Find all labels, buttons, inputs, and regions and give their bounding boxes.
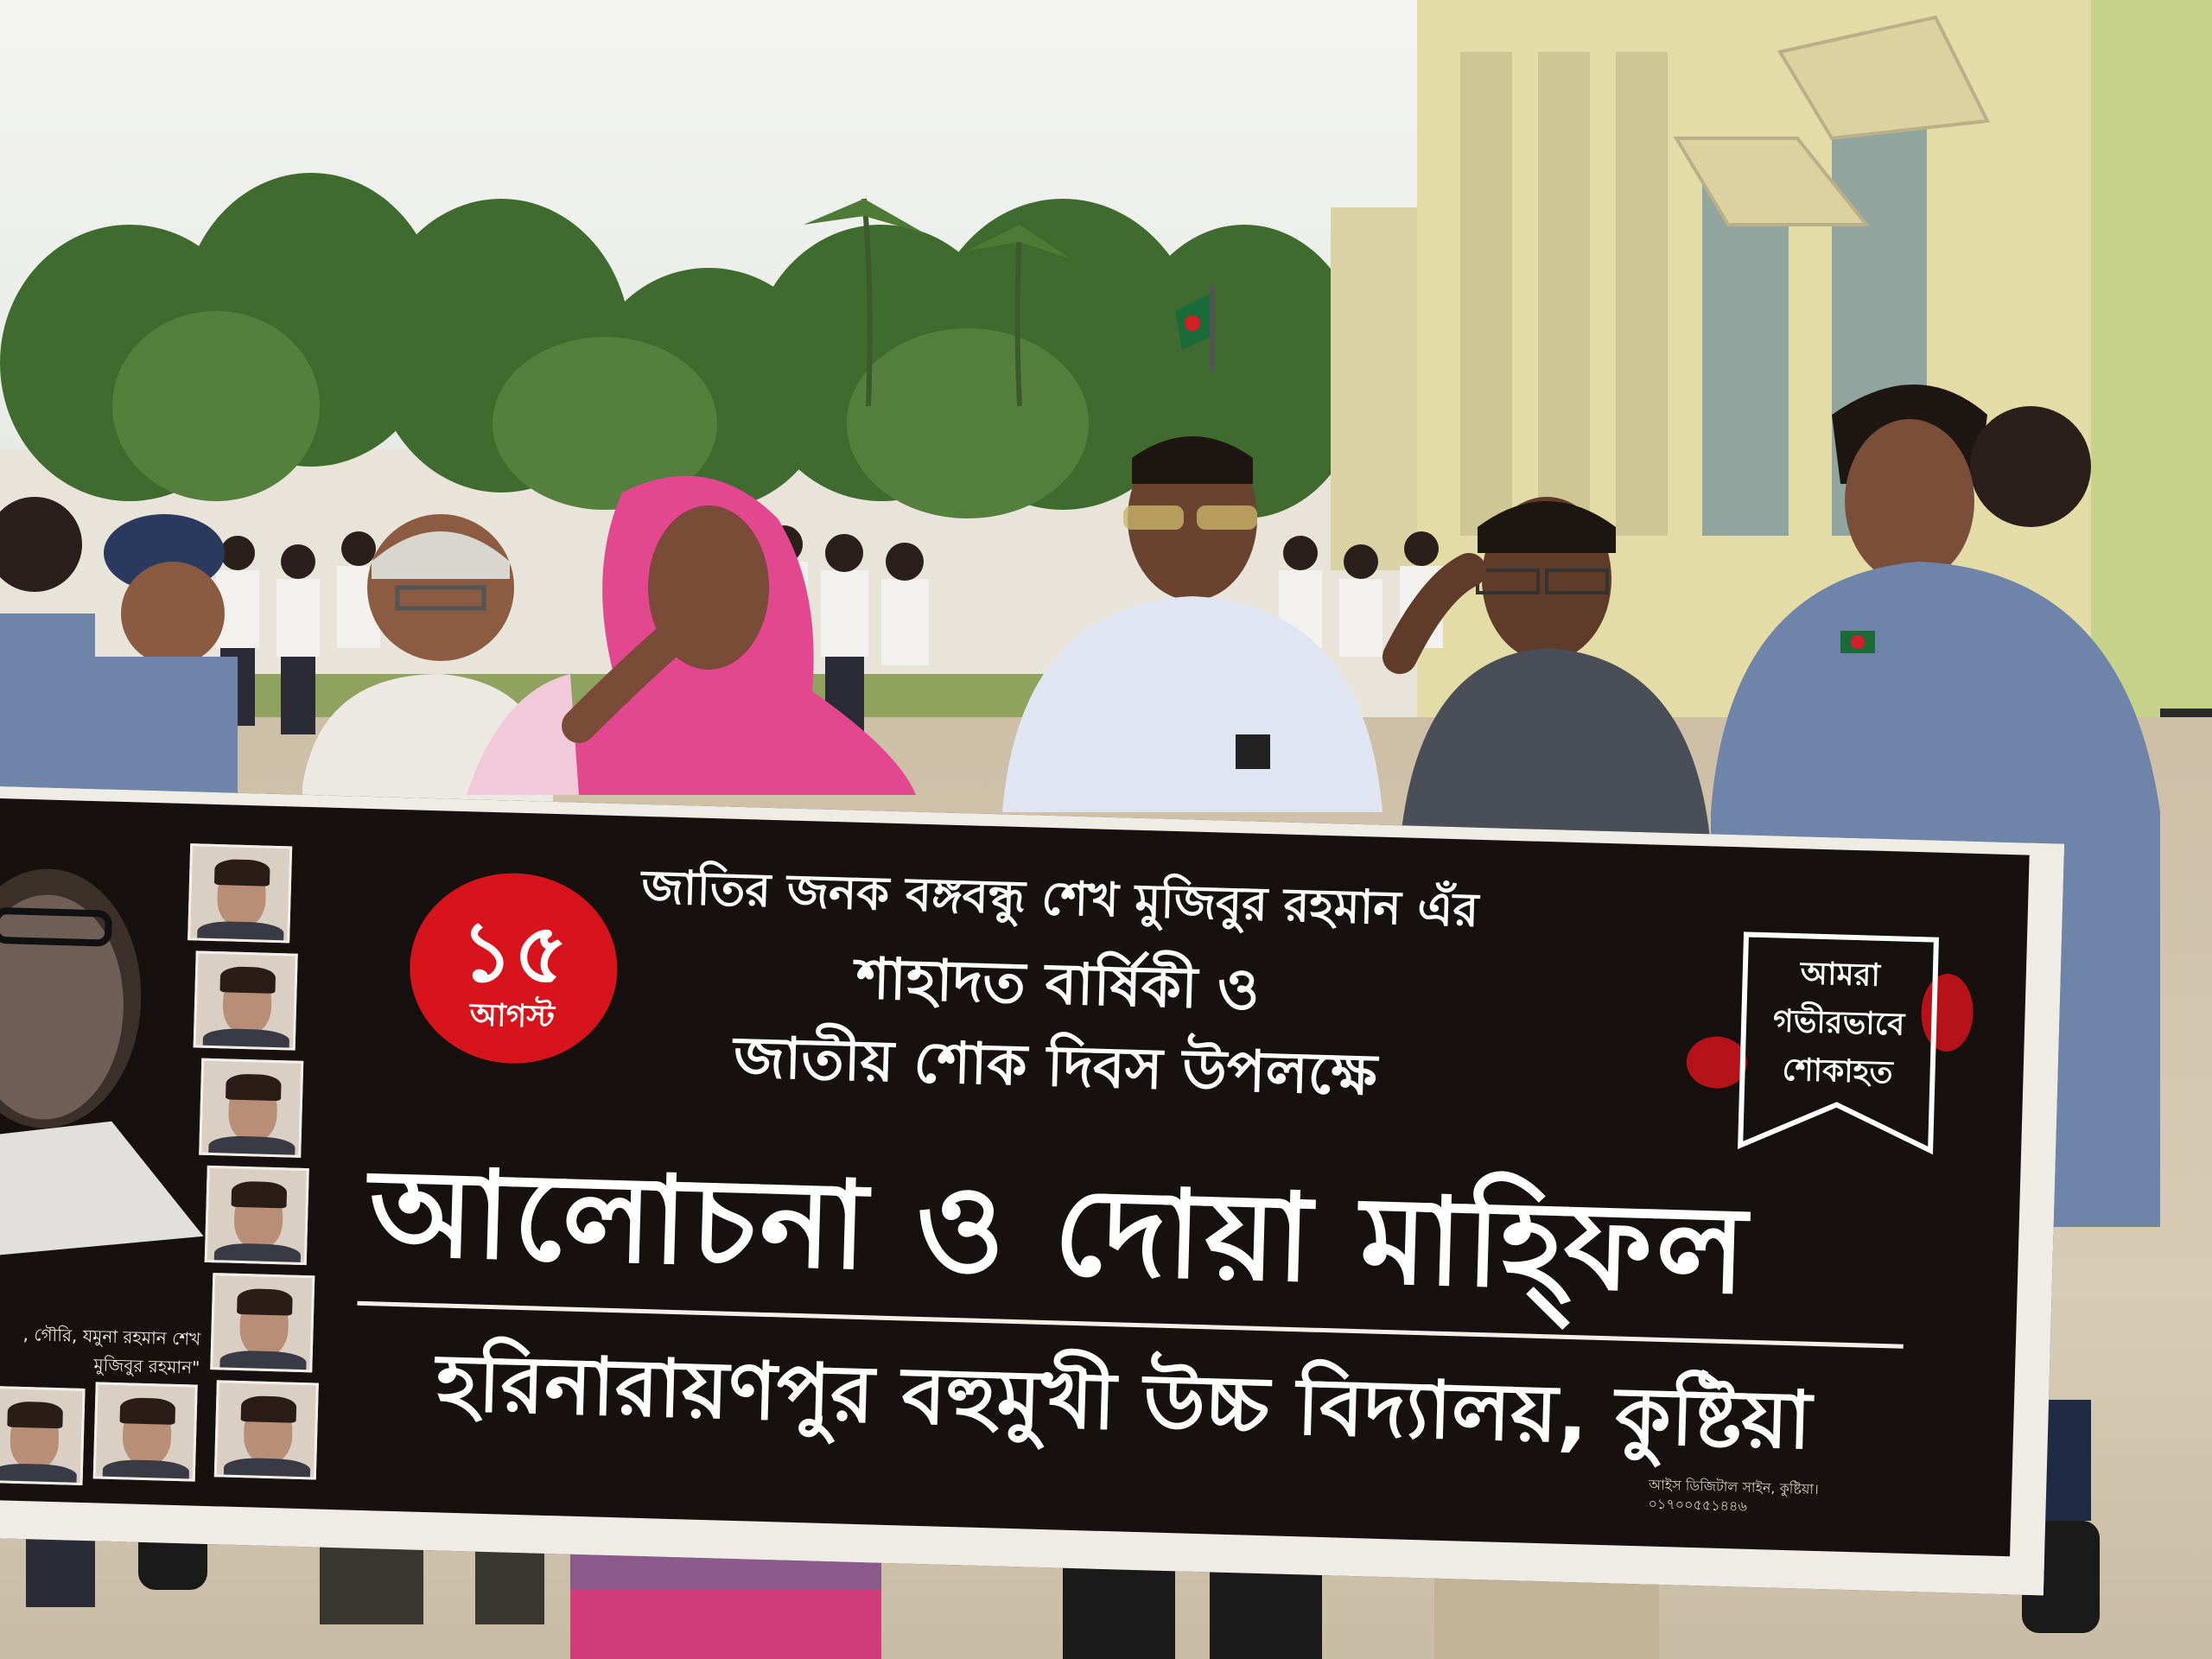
banner-line-3: জাতীয় শোক দিবস উপলক্ষে: [733, 1023, 1378, 1109]
printer-credit: আইস ডিজিটাল সাইন, কুষ্টিয়া। ০১৭০০৫৫১৪৪৬: [1648, 1476, 1820, 1515]
bangabandhu-portrait: [0, 824, 215, 1262]
mourning-line-2: গভীরভাবে: [1772, 1003, 1905, 1043]
family-photo-4: [205, 1166, 309, 1265]
family-photo-3: [199, 1058, 303, 1158]
family-photo-1: [188, 843, 292, 943]
mourning-ribbon: [1732, 929, 1945, 1160]
portrait-caption: , গৌরি, যমুনা রহমান শেখ মুজিবুর রহমান": [22, 1323, 201, 1378]
family-photo-6: [214, 1380, 319, 1479]
memorial-banner: [0, 786, 2064, 1595]
bangladesh-flag: [1175, 285, 1227, 372]
banner-line-2: শাহাদত বার্ষিকী ও: [855, 944, 1261, 1023]
school-name: হরিনারায়ণপুর বহুমুখী উচ্চ বিদ্যালয়, কুষ্টিয়া: [435, 1336, 1813, 1467]
banner-headline: আলোচনা ও দোয়া মাহ্ফিল: [367, 1142, 1752, 1322]
banner-line-1: জাতির জনক বঙ্গবন্ধু শেখ মুজিবুর রহমান এঁর: [640, 859, 1480, 938]
mourning-line-3: শোকাহত: [1782, 1052, 1894, 1091]
family-photo-2: [194, 950, 298, 1050]
portrait-strip: [0, 798, 345, 1510]
family-photo-8: [93, 1382, 198, 1481]
family-photo-7: [0, 1386, 86, 1485]
date-number: ১৫: [459, 902, 569, 1003]
mourning-line-1: আমরা: [1800, 956, 1881, 994]
family-photo-5: [210, 1273, 315, 1372]
date-month: আগস্ট: [469, 997, 556, 1036]
